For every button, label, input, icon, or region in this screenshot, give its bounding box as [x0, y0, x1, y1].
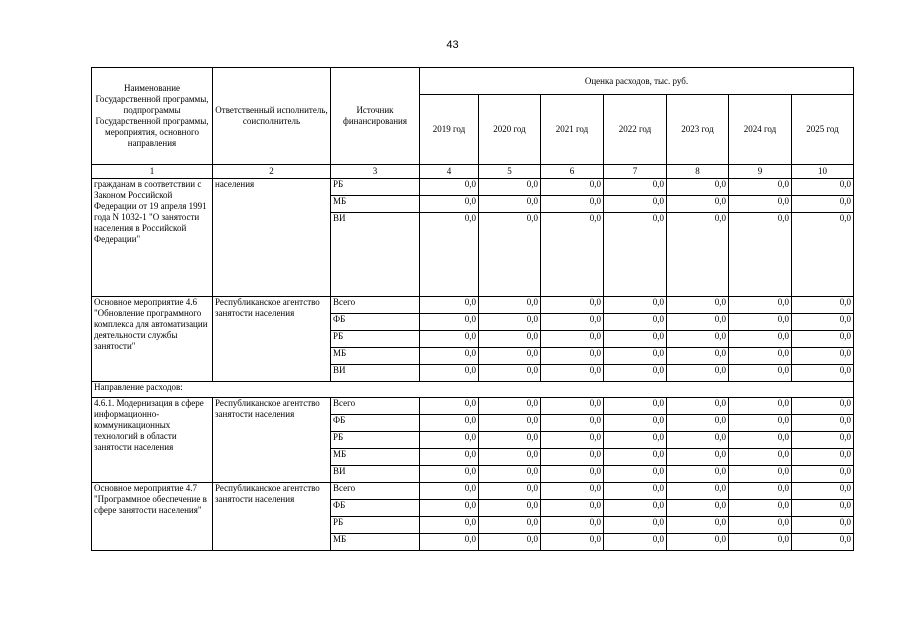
expense-value: 0,0 — [667, 314, 729, 331]
funding-source: МБ — [331, 196, 420, 213]
expense-value: 0,0 — [479, 365, 541, 382]
expense-value: 0,0 — [541, 365, 604, 382]
expense-value: 0,0 — [667, 365, 729, 382]
column-number: 2 — [213, 165, 331, 179]
expense-value: 0,0 — [792, 483, 854, 500]
expense-value: 0,0 — [792, 517, 854, 534]
page-number: 43 — [446, 39, 459, 51]
expense-value: 0,0 — [792, 297, 854, 314]
expense-value: 0,0 — [541, 500, 604, 517]
expense-value: 0,0 — [792, 179, 854, 196]
expense-value: 0,0 — [729, 483, 792, 500]
expense-value: 0,0 — [479, 466, 541, 483]
expense-value: 0,0 — [420, 331, 479, 348]
expense-value: 0,0 — [420, 534, 479, 551]
expense-value: 0,0 — [667, 213, 729, 297]
expense-value: 0,0 — [479, 449, 541, 466]
header-estimate-col: Оценка расходов, тыс. руб. — [420, 68, 854, 95]
header-year: 2025 год — [792, 95, 854, 165]
expense-value: 0,0 — [792, 196, 854, 213]
expense-value: 0,0 — [729, 415, 792, 432]
funding-source: ФБ — [331, 500, 420, 517]
column-numbers-row — [92, 165, 854, 179]
column-number: 1 — [92, 165, 213, 179]
measure-name: Основное мероприятие 4.7 "Программное обеспечение в сфере занятости населения" — [92, 483, 213, 551]
column-number: 10 — [792, 165, 854, 179]
expense-value: 0,0 — [729, 365, 792, 382]
column-number: 7 — [604, 165, 667, 179]
header-executor-col: Ответственный исполнитель, соисполнитель — [213, 68, 331, 165]
expense-value: 0,0 — [541, 297, 604, 314]
header-year: 2020 год — [479, 95, 541, 165]
expense-value: 0,0 — [420, 348, 479, 365]
expense-value: 0,0 — [604, 297, 667, 314]
expense-value: 0,0 — [604, 365, 667, 382]
expense-value: 0,0 — [420, 449, 479, 466]
column-number: 3 — [331, 165, 420, 179]
expense-value: 0,0 — [420, 517, 479, 534]
expense-value: 0,0 — [792, 331, 854, 348]
table-header — [92, 68, 854, 179]
expense-value: 0,0 — [604, 331, 667, 348]
expense-value: 0,0 — [729, 466, 792, 483]
expense-value: 0,0 — [604, 196, 667, 213]
expense-value: 0,0 — [479, 314, 541, 331]
funding-source: МБ — [331, 449, 420, 466]
expense-value: 0,0 — [729, 348, 792, 365]
header-source-col: Источник финансирования — [331, 68, 420, 165]
table-row — [92, 297, 854, 314]
expense-value: 0,0 — [792, 449, 854, 466]
expense-value: 0,0 — [792, 500, 854, 517]
funding-source: ВИ — [331, 466, 420, 483]
executor-name: населения — [213, 179, 331, 297]
expense-value: 0,0 — [541, 534, 604, 551]
expense-value: 0,0 — [420, 196, 479, 213]
expense-value: 0,0 — [604, 534, 667, 551]
expense-value: 0,0 — [667, 466, 729, 483]
header-year: 2021 год — [541, 95, 604, 165]
expense-value: 0,0 — [541, 466, 604, 483]
funding-source: ВИ — [331, 365, 420, 382]
expense-value: 0,0 — [479, 534, 541, 551]
expense-value: 0,0 — [420, 365, 479, 382]
expense-value: 0,0 — [604, 179, 667, 196]
expense-value: 0,0 — [729, 331, 792, 348]
expense-value: 0,0 — [604, 483, 667, 500]
expense-value: 0,0 — [420, 314, 479, 331]
section-row — [92, 382, 854, 398]
column-number: 9 — [729, 165, 792, 179]
expense-value: 0,0 — [479, 483, 541, 500]
expense-value: 0,0 — [729, 398, 792, 415]
header-year: 2022 год — [604, 95, 667, 165]
expense-value: 0,0 — [604, 398, 667, 415]
funding-source: ФБ — [331, 415, 420, 432]
expense-value: 0,0 — [479, 196, 541, 213]
table-row — [92, 483, 854, 500]
expense-value: 0,0 — [667, 196, 729, 213]
expense-value: 0,0 — [729, 314, 792, 331]
expense-value: 0,0 — [729, 179, 792, 196]
expense-value: 0,0 — [541, 517, 604, 534]
table-body — [92, 179, 854, 551]
funding-source: РБ — [331, 179, 420, 196]
expense-value: 0,0 — [541, 314, 604, 331]
expense-value: 0,0 — [479, 297, 541, 314]
expense-value: 0,0 — [541, 415, 604, 432]
expense-value: 0,0 — [604, 348, 667, 365]
expense-value: 0,0 — [420, 483, 479, 500]
expense-value: 0,0 — [667, 483, 729, 500]
expense-value: 0,0 — [479, 348, 541, 365]
measure-name: 4.6.1. Модернизация в сфере информационно-коммуникационных технологий в области занятости населения — [92, 398, 213, 483]
expense-value: 0,0 — [792, 415, 854, 432]
column-number: 4 — [420, 165, 479, 179]
expense-value: 0,0 — [479, 213, 541, 297]
expense-value: 0,0 — [604, 415, 667, 432]
expense-value: 0,0 — [729, 196, 792, 213]
expense-value: 0,0 — [479, 415, 541, 432]
expense-value: 0,0 — [667, 517, 729, 534]
funding-source: ФБ — [331, 314, 420, 331]
expense-value: 0,0 — [604, 314, 667, 331]
table-row — [92, 179, 854, 196]
funding-source: МБ — [331, 534, 420, 551]
expense-value: 0,0 — [420, 432, 479, 449]
expense-value: 0,0 — [729, 432, 792, 449]
expense-value: 0,0 — [667, 500, 729, 517]
expense-value: 0,0 — [604, 432, 667, 449]
funding-source: РБ — [331, 432, 420, 449]
expense-value: 0,0 — [541, 449, 604, 466]
table-row — [92, 398, 854, 415]
expense-value: 0,0 — [792, 466, 854, 483]
expense-value: 0,0 — [729, 517, 792, 534]
funding-source: РБ — [331, 517, 420, 534]
expense-value: 0,0 — [792, 534, 854, 551]
expense-value: 0,0 — [792, 365, 854, 382]
expense-value: 0,0 — [420, 415, 479, 432]
expense-value: 0,0 — [729, 213, 792, 297]
expense-value: 0,0 — [792, 314, 854, 331]
expense-value: 0,0 — [541, 432, 604, 449]
expense-value: 0,0 — [420, 213, 479, 297]
expense-value: 0,0 — [604, 213, 667, 297]
expense-value: 0,0 — [667, 432, 729, 449]
expense-value: 0,0 — [479, 517, 541, 534]
expense-value: 0,0 — [420, 398, 479, 415]
expense-value: 0,0 — [792, 348, 854, 365]
expense-value: 0,0 — [792, 213, 854, 297]
funding-source: Всего — [331, 398, 420, 415]
column-number: 8 — [667, 165, 729, 179]
expense-value: 0,0 — [729, 297, 792, 314]
expense-value: 0,0 — [604, 517, 667, 534]
expense-value: 0,0 — [541, 213, 604, 297]
expense-value: 0,0 — [479, 500, 541, 517]
expense-value: 0,0 — [420, 500, 479, 517]
expense-value: 0,0 — [729, 500, 792, 517]
expense-value: 0,0 — [729, 449, 792, 466]
expense-value: 0,0 — [541, 331, 604, 348]
expenses-table — [91, 67, 854, 551]
expense-value: 0,0 — [604, 466, 667, 483]
expense-value: 0,0 — [667, 297, 729, 314]
expense-value: 0,0 — [420, 466, 479, 483]
expense-value: 0,0 — [604, 500, 667, 517]
funding-source: ВИ — [331, 213, 420, 297]
expense-value: 0,0 — [420, 297, 479, 314]
expense-value: 0,0 — [541, 179, 604, 196]
expense-value: 0,0 — [667, 348, 729, 365]
expense-value: 0,0 — [729, 534, 792, 551]
funding-source: РБ — [331, 331, 420, 348]
column-number: 5 — [479, 165, 541, 179]
expense-value: 0,0 — [479, 432, 541, 449]
expense-value: 0,0 — [792, 398, 854, 415]
expense-value: 0,0 — [420, 179, 479, 196]
measure-name: гражданам в соответствии с Законом Российской Федерации от 19 апреля 1991 года N 1032-1 "О занятости населения в Российской Федерации" — [92, 179, 213, 297]
executor-name: Республиканское агентство занятости населения — [213, 483, 331, 551]
funding-source: Всего — [331, 297, 420, 314]
funding-source: МБ — [331, 348, 420, 365]
expense-value: 0,0 — [479, 331, 541, 348]
expense-value: 0,0 — [667, 534, 729, 551]
expense-value: 0,0 — [667, 398, 729, 415]
expense-value: 0,0 — [667, 415, 729, 432]
expense-value: 0,0 — [667, 331, 729, 348]
expense-value: 0,0 — [667, 179, 729, 196]
column-number: 6 — [541, 165, 604, 179]
section-label: Направление расходов: — [92, 382, 854, 398]
header-name-col: Наименование Государственной программы, подпрограммы Государственной программы, мероприятия, основного направления — [92, 68, 213, 165]
expense-value: 0,0 — [792, 432, 854, 449]
measure-name: Основное мероприятие 4.6 "Обновление программного комплекса для автоматизации деятельности службы занятости" — [92, 297, 213, 382]
funding-source: Всего — [331, 483, 420, 500]
expense-value: 0,0 — [604, 449, 667, 466]
expense-value: 0,0 — [541, 398, 604, 415]
header-year: 2023 год — [667, 95, 729, 165]
expense-value: 0,0 — [541, 196, 604, 213]
expense-value: 0,0 — [479, 398, 541, 415]
header-year: 2019 год — [420, 95, 479, 165]
expense-value: 0,0 — [541, 348, 604, 365]
expense-value: 0,0 — [667, 449, 729, 466]
expense-value: 0,0 — [541, 483, 604, 500]
expense-value: 0,0 — [479, 179, 541, 196]
executor-name: Республиканское агентство занятости населения — [213, 398, 331, 483]
executor-name: Республиканское агентство занятости населения — [213, 297, 331, 382]
header-year: 2024 год — [729, 95, 792, 165]
